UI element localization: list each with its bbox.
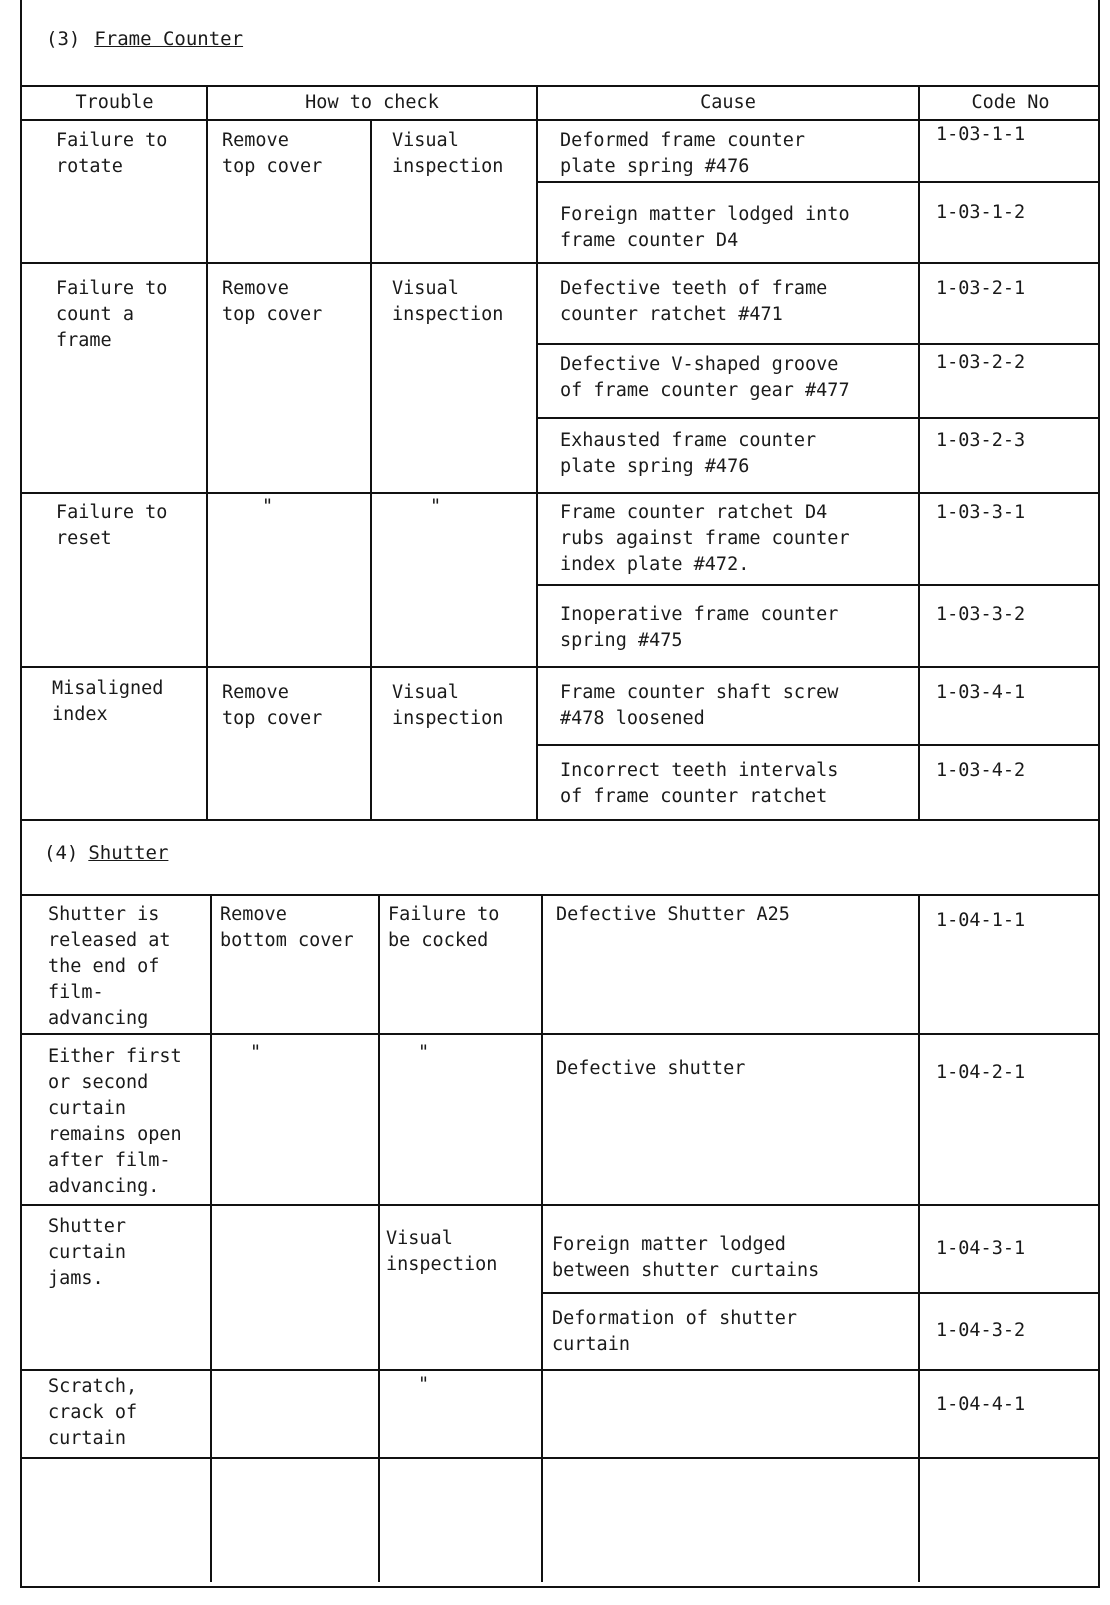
cause-cell: Defective Shutter A25 [556,904,790,925]
code-cell: 1-04-4-1 [936,1394,1026,1415]
section-title-shutter [44,842,168,864]
header-cause: Cause [700,92,756,113]
code-cell: 1-03-1-2 [936,202,1026,223]
check-detail-cell: " [430,496,442,517]
document-page [20,0,1100,1588]
code-cell: 1-04-3-1 [936,1238,1026,1259]
cause-cell: Defective V-shaped groove of frame counter gear #477 [560,354,850,401]
check-method-cell: Remove top cover [222,682,323,729]
cause-cell: Incorrect teeth intervals of frame counter ratchet [560,760,839,807]
code-cell: 1-03-2-1 [936,278,1026,299]
check-method-cell: " [250,1042,262,1063]
check-method-cell: Remove top cover [222,278,323,325]
trouble-cell: Shutter is released at the end of film- advancing [48,904,171,1029]
check-method-cell: Remove bottom cover [220,904,354,951]
code-cell: 1-03-3-2 [936,604,1026,625]
code-cell: 1-03-3-1 [936,502,1026,523]
check-detail-cell: Visual inspection [386,1228,498,1275]
trouble-cell: Shutter curtain jams. [48,1216,126,1289]
cause-cell: Foreign matter lodged between shutter curtains [552,1234,820,1281]
section-name: Shutter [88,842,169,864]
check-detail-cell: " [418,1042,430,1063]
cause-cell: Foreign matter lodged into frame counter D4 [560,204,850,251]
trouble-cell: Misaligned index [52,678,164,725]
cause-cell: Defective shutter [556,1058,746,1079]
cause-cell: Frame counter shaft screw #478 loosened [560,682,839,729]
check-detail-cell: Visual inspection [392,278,504,325]
cause-cell: Exhausted frame counter plate spring #476 [560,430,817,477]
trouble-cell: Scratch, crack of curtain [48,1376,138,1449]
code-cell: 1-04-2-1 [936,1062,1026,1083]
code-cell: 1-03-2-2 [936,352,1026,373]
trouble-cell: Failure to count a frame [56,278,168,351]
check-detail-cell: Visual inspection [392,130,504,177]
cause-cell: Inoperative frame counter spring #475 [560,604,839,651]
header-how-to-check: How to check [305,92,439,113]
check-method-cell: " [262,496,274,517]
code-cell: 1-04-1-1 [936,910,1026,931]
cause-cell: Defective teeth of frame counter ratchet #471 [560,278,828,325]
trouble-cell: Failure to reset [56,502,168,549]
section-number: (4) [44,842,79,864]
header-code: Code No [971,92,1050,113]
trouble-cell: Failure to rotate [56,130,168,177]
cause-cell: Deformation of shutter curtain [552,1308,798,1355]
section-number: (3) [46,28,81,50]
code-cell: 1-04-3-2 [936,1320,1026,1341]
code-cell: 1-03-4-1 [936,682,1026,703]
header-trouble: Trouble [75,92,154,113]
cause-cell: Frame counter ratchet D4 rubs against frame counter index plate #472. [560,502,850,575]
check-detail-cell: " [418,1374,430,1395]
trouble-cell: Either first or second curtain remains open after film- advancing. [48,1046,182,1197]
section-name: Frame Counter [94,28,244,50]
section-title-frame-counter [46,28,243,50]
code-cell: 1-03-4-2 [936,760,1026,781]
cause-cell: Deformed frame counter plate spring #476 [560,130,806,177]
code-cell: 1-03-1-1 [936,124,1026,145]
check-detail-cell: Failure to be cocked [388,904,500,951]
check-method-cell: Remove top cover [222,130,323,177]
check-detail-cell: Visual inspection [392,682,504,729]
code-cell: 1-03-2-3 [936,430,1026,451]
